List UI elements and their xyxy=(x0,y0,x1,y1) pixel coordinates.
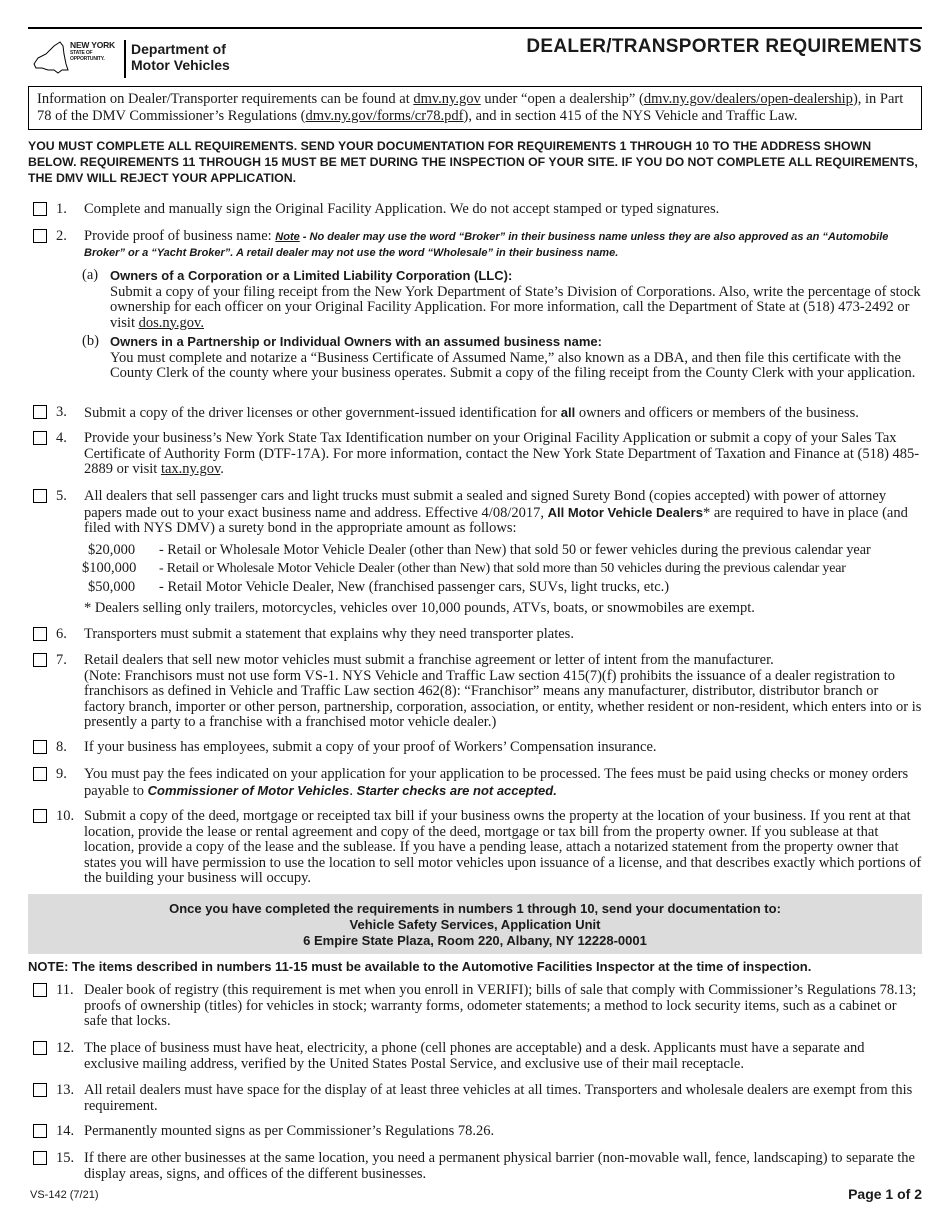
tax-link[interactable]: tax.ny.gov xyxy=(160,461,221,477)
checkbox-7[interactable] xyxy=(33,653,47,667)
checkbox-2[interactable] xyxy=(33,229,47,243)
checkbox-1[interactable] xyxy=(33,202,47,216)
checkbox-10[interactable] xyxy=(33,809,47,823)
checkbox-4[interactable] xyxy=(33,431,47,445)
bond-tier-1-desc: - Retail or Wholesale Motor Vehicle Dealer (other than New) that sold 50 or fewer vehicles during the previous calendar year xyxy=(159,542,871,558)
mailing-unit: Vehicle Safety Services, Application Unit xyxy=(349,917,601,932)
page-number: Page 1 of 2 xyxy=(848,1186,922,1202)
bond-tier-1: $20,000 xyxy=(88,542,136,558)
ny-state-outline-icon xyxy=(32,40,72,76)
checkbox-15[interactable] xyxy=(33,1151,47,1165)
checkbox-12[interactable] xyxy=(33,1041,47,1055)
inspection-note: NOTE: The items described in numbers 11-15 must be available to the Automotive Facilities Inspector at the time of inspection. xyxy=(28,959,812,974)
top-rule xyxy=(28,27,922,29)
checkbox-8[interactable] xyxy=(33,740,47,754)
dos-link[interactable]: dos.ny.gov. xyxy=(138,314,204,331)
header xyxy=(28,32,922,78)
bond-tier-2-desc: - Retail or Wholesale Motor Vehicle Dealer (other than New) that sold more than 50 vehicles during the previous calendar year xyxy=(159,561,846,576)
bond-tier-3-desc: - Retail Motor Vehicle Dealer, New (franchised passenger cars, SUVs, light trucks, etc.) xyxy=(159,579,670,595)
bond-exempt-note: * Dealers selling only trailers, motorcycles, vehicles over 10,000 pounds, ATVs, boats, or snowmobiles are exempt. xyxy=(84,600,755,616)
mailing-instructions: Once you have completed the requirements in numbers 1 through 10, send your documentation to: xyxy=(169,901,781,916)
checkbox-3[interactable] xyxy=(33,405,47,419)
mailing-address: 6 Empire State Plaza, Room 220, Albany, NY 12228-0001 xyxy=(303,933,647,948)
form-id: VS-142 (7/21) xyxy=(30,1189,99,1201)
checkbox-9[interactable] xyxy=(33,767,47,781)
checkbox-6[interactable] xyxy=(33,627,47,641)
checkbox-11[interactable] xyxy=(33,983,47,997)
checkbox-13[interactable] xyxy=(33,1083,47,1097)
requirements-warning: YOU MUST COMPLETE ALL REQUIREMENTS. SEND YOUR DOCUMENTATION FOR REQUIREMENTS 1 THROUGH 10 TO THE ADDRESS SHOWN BELOW. REQUIREMENTS 11 THROUGH 15 MUST BE MET DURING THE INSPECTION OF YOUR SITE. IF YOU DO NOT COMPLETE ALL REQUIREMENTS, THE DMV WILL REJECT YOUR APPLICATION. xyxy=(28,139,918,185)
bond-tier-3: $50,000 xyxy=(88,579,136,595)
nys-dmv-logo xyxy=(32,38,242,80)
page-title: DEALER/TRANSPORTER REQUIREMENTS xyxy=(526,36,922,57)
logo-divider xyxy=(124,40,126,78)
dept-name: Department of Motor Vehicles xyxy=(131,41,230,73)
bond-tier-2: $100,000 xyxy=(82,560,137,576)
dmv-link[interactable]: dmv.ny.gov xyxy=(413,91,481,107)
checkbox-5[interactable] xyxy=(33,489,47,503)
logo-wordmark: NEW YORK STATE OF OPPORTUNITY. xyxy=(70,40,115,62)
info-box: Information on Dealer/Transporter requirements can be found at dmv.ny.gov under “open a dealership” (dmv.ny.gov/dealers/open-dealership), in Part 78 of the DMV Commissioner’s Regulations (dmv.ny.gov/forms/cr78.pdf), and in section 415 of the NYS Vehicle and Traffic Law. xyxy=(28,86,922,130)
checkbox-14[interactable] xyxy=(33,1124,47,1138)
mailing-address-box xyxy=(28,894,922,954)
open-dealership-link[interactable]: dmv.ny.gov/dealers/open-dealership xyxy=(643,91,853,107)
cr78-link[interactable]: dmv.ny.gov/forms/cr78.pdf xyxy=(305,108,464,124)
